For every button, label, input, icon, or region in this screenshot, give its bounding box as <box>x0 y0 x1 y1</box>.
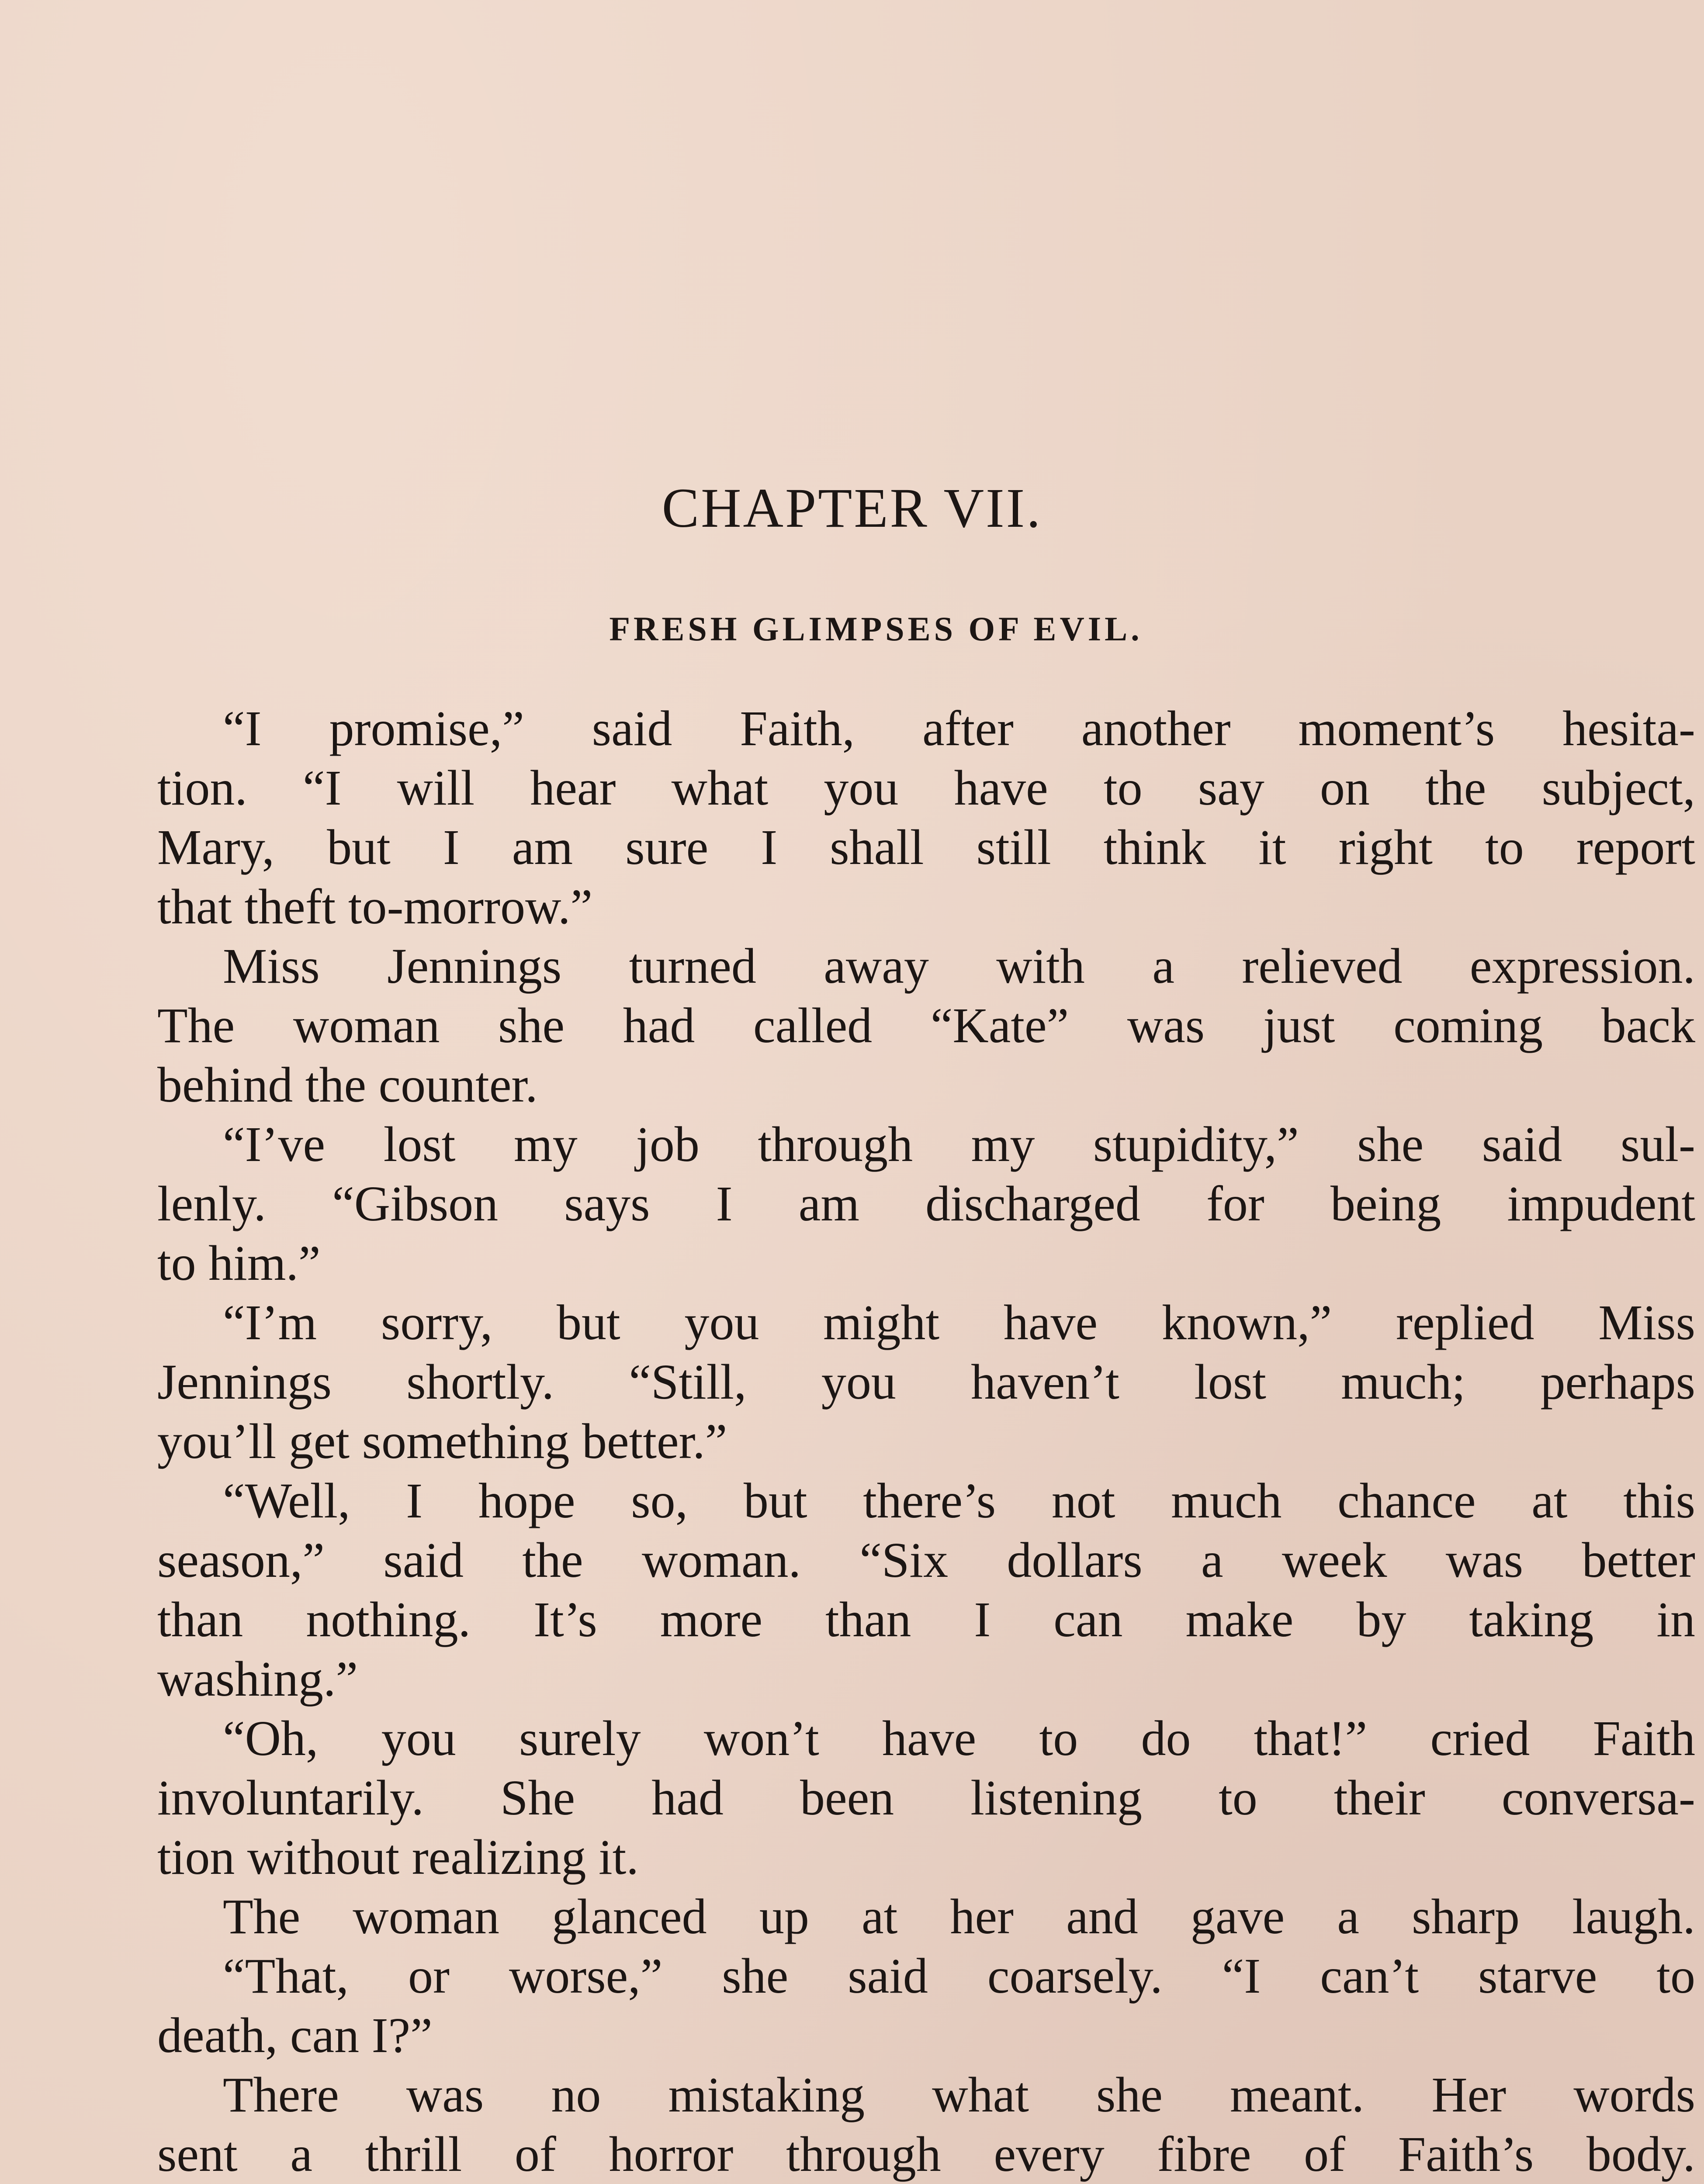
text-line: “Well, I hope so, but there’s not much chance at this <box>223 1473 1695 1528</box>
text-line: behind the counter. <box>157 1057 538 1113</box>
text-line: than nothing. It’s more than I can make by taking in <box>157 1592 1695 1647</box>
chapter-subtitle: FRESH GLIMPSES OF EVIL. <box>609 610 1143 648</box>
text-line: “Oh, you surely won’t have to do that!” cried Faith <box>223 1711 1695 1766</box>
text-line: Miss Jennings turned away with a relieved expression. <box>223 938 1695 994</box>
text-line: that theft to-morrow.” <box>157 879 593 934</box>
text-line: season,” said the woman. “Six dollars a week was better <box>157 1532 1695 1588</box>
chapter-title: CHAPTER VII. <box>662 477 1042 539</box>
text-line: lenly. “Gibson says I am discharged for being impudent <box>157 1176 1695 1231</box>
text-line: “I promise,” said Faith, after another moment’s hesita- <box>223 701 1695 756</box>
body-text <box>157 699 1695 2184</box>
text-line: Jennings shortly. “Still, you haven’t lost much; perhaps <box>157 1354 1695 1410</box>
text-line: “I’m sorry, but you might have known,” replied Miss <box>223 1295 1695 1350</box>
text-line: “That, or worse,” she said coarsely. “I can’t starve to <box>223 1948 1695 2004</box>
text-line: to him.” <box>157 1235 321 1291</box>
text-line: death, can I?” <box>157 2008 433 2063</box>
text-line: tion. “I will hear what you have to say on the subject, <box>157 760 1695 816</box>
text-line: “I’ve lost my job through my stupidity,” she said sul- <box>223 1116 1695 1172</box>
text-line: washing.” <box>157 1651 358 1707</box>
text-line: sent a thrill of horror through every fibre of Faith’s body. <box>157 2126 1695 2182</box>
text-line: tion without realizing it. <box>157 1829 639 1885</box>
text-line: you’ll get something better.” <box>157 1413 727 1469</box>
text-line: involuntarily. She had been listening to their conversa- <box>157 1770 1695 1825</box>
text-line: The woman she had called “Kate” was just coming back <box>157 998 1695 1053</box>
text-line: The woman glanced up at her and gave a sharp laugh. <box>223 1889 1695 1944</box>
text-line: Mary, but I am sure I shall still think it right to report <box>157 819 1695 875</box>
text-line: There was no mistaking what she meant. Her words <box>223 2067 1695 2122</box>
